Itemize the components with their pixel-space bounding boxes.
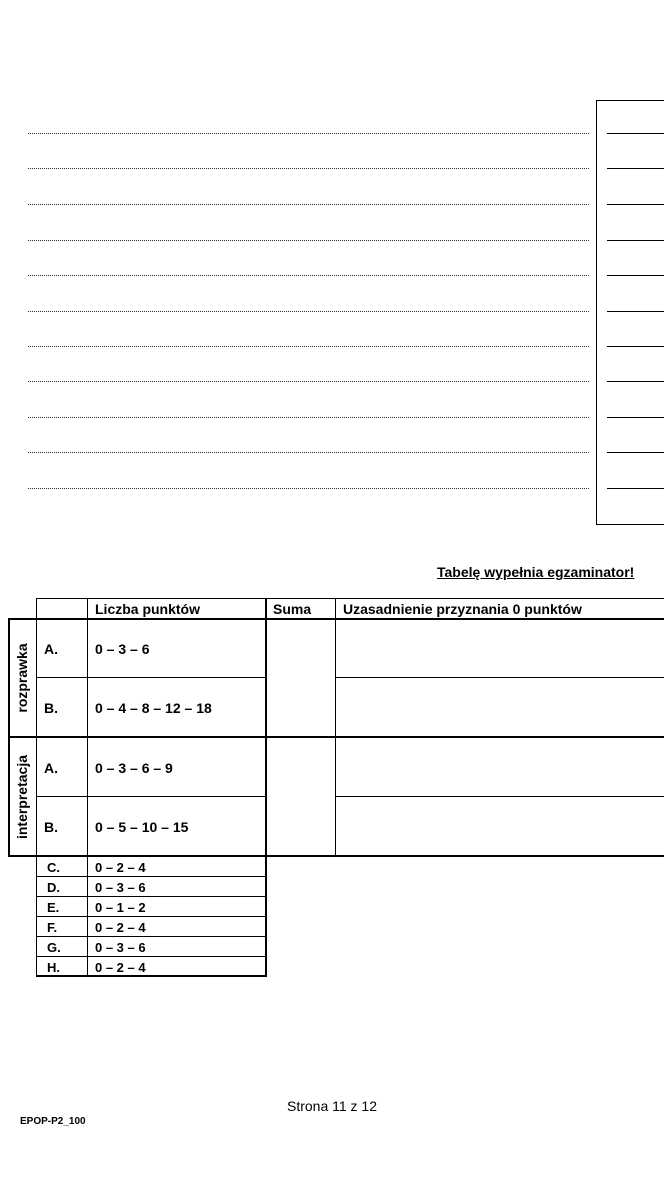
writing-line[interactable] (28, 133, 589, 134)
extra-row-letter: D. (47, 879, 60, 895)
extra-row-letter: C. (47, 859, 60, 875)
header-points: Liczba punktów (95, 601, 200, 617)
table-line (87, 598, 88, 977)
extra-row-letter: H. (47, 959, 60, 975)
margin-line (607, 452, 664, 453)
table-line (36, 598, 664, 599)
exam-code: EPOP-P2_100 (20, 1116, 86, 1127)
writing-line[interactable] (28, 417, 589, 418)
table-line (36, 896, 265, 897)
table-line (36, 956, 265, 957)
table-title: Tabelę wypełnia egzaminator! (437, 564, 635, 580)
table-line (36, 598, 37, 977)
margin-line (607, 488, 664, 489)
extra-row-points: 0 – 3 – 6 (95, 939, 146, 955)
group-label-interpretacja: interpretacja (14, 754, 30, 840)
writing-line[interactable] (28, 204, 589, 205)
writing-line[interactable] (28, 311, 589, 312)
table-line (335, 677, 664, 678)
margin-line (607, 240, 664, 241)
row-points: 0 – 3 – 6 (95, 641, 150, 657)
table-line (8, 618, 664, 620)
table-line (36, 876, 265, 877)
group-label-rozprawka: rozprawka (14, 643, 30, 713)
table-line (36, 677, 265, 678)
table-line (265, 598, 267, 977)
table-line (335, 598, 336, 856)
row-points: 0 – 5 – 10 – 15 (95, 818, 189, 835)
header-justification: Uzasadnienie przyznania 0 punktów (343, 601, 582, 617)
margin-line (607, 275, 664, 276)
writing-line[interactable] (28, 488, 589, 489)
extra-row-points: 0 – 2 – 4 (95, 919, 146, 935)
table-line (8, 736, 664, 738)
row-letter: B. (44, 699, 58, 716)
table-line (36, 975, 267, 977)
row-points: 0 – 4 – 8 – 12 – 18 (95, 699, 212, 716)
table-line (8, 618, 10, 857)
table-line (36, 916, 265, 917)
row-letter: A. (44, 641, 58, 657)
table-line (36, 796, 265, 797)
margin-line (607, 417, 664, 418)
margin-line (607, 133, 664, 134)
extra-row-points: 0 – 3 – 6 (95, 879, 146, 895)
table-line (335, 796, 664, 797)
writing-line[interactable] (28, 240, 589, 241)
writing-line[interactable] (28, 346, 589, 347)
writing-line[interactable] (28, 168, 589, 169)
row-letter: B. (44, 818, 58, 835)
margin-line (607, 346, 664, 347)
page-number: Strona 11 z 12 (286, 1098, 378, 1114)
extra-row-letter: F. (47, 919, 58, 935)
extra-row-letter: G. (47, 939, 61, 955)
header-sum: Suma (273, 601, 312, 617)
extra-row-points: 0 – 2 – 4 (95, 959, 146, 975)
extra-row-points: 0 – 1 – 2 (95, 899, 146, 915)
row-letter: A. (44, 759, 58, 776)
margin-count-box (596, 100, 664, 525)
extra-row-letter: E. (47, 899, 60, 915)
margin-line (607, 381, 664, 382)
table-line (36, 936, 265, 937)
table-line (8, 855, 664, 857)
row-points: 0 – 3 – 6 – 9 (95, 759, 173, 776)
margin-line (607, 204, 664, 205)
writing-line[interactable] (28, 452, 589, 453)
margin-line (607, 168, 664, 169)
margin-line (607, 311, 664, 312)
extra-row-points: 0 – 2 – 4 (95, 859, 146, 875)
writing-line[interactable] (28, 275, 589, 276)
writing-line[interactable] (28, 381, 589, 382)
